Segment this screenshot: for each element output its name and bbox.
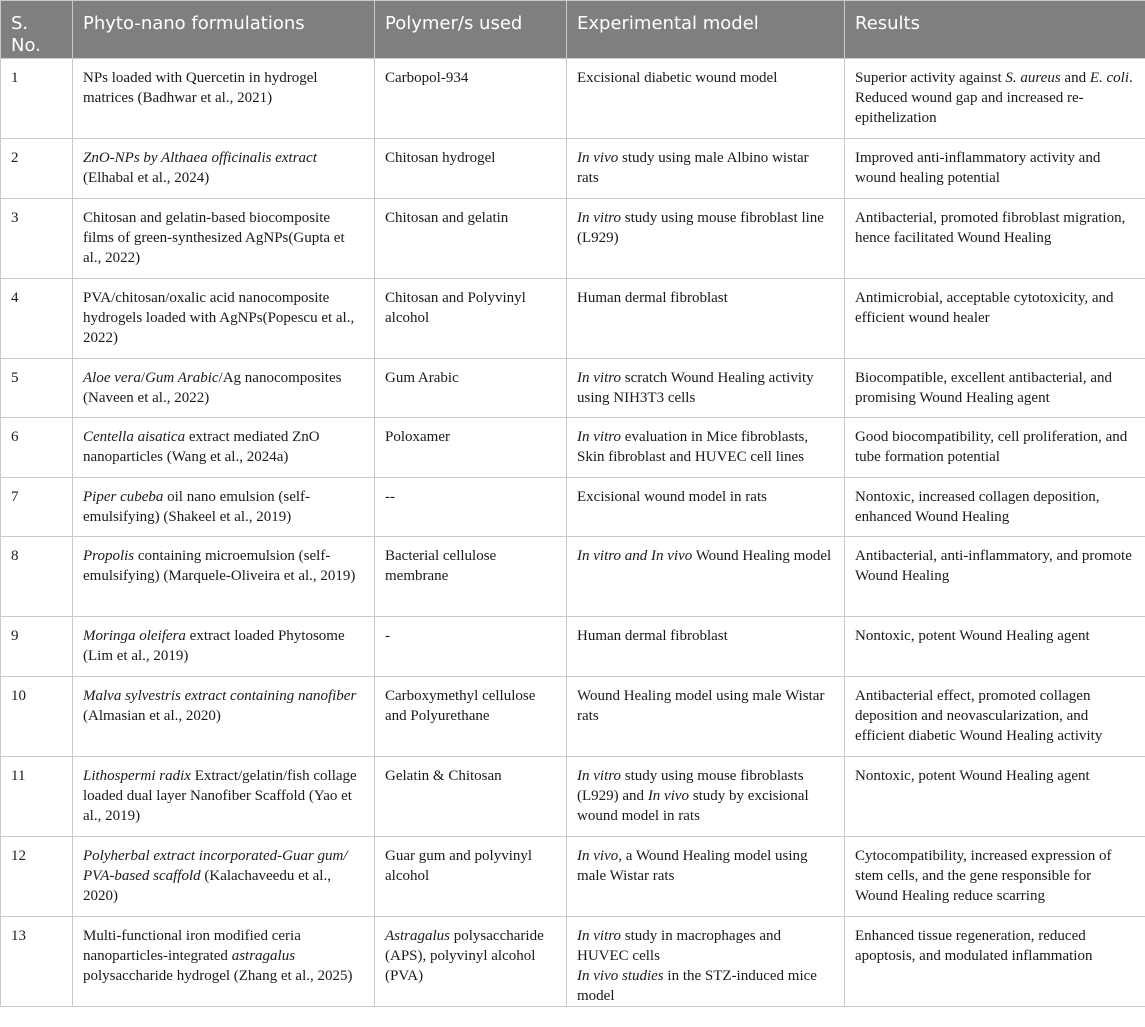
text-segment: In vitro <box>577 209 622 226</box>
text-segment: Chitosan and gelatin-based biocomposite films of green-synthesized AgNPs(Gupta et al., 2022) <box>83 209 345 266</box>
cell-experimental-model <box>567 198 845 278</box>
text-segment: extract loaded Phytosome (Lim et al., 2019) <box>83 628 345 664</box>
cell-formulation <box>73 756 375 836</box>
text-segment: Wound Healing model <box>692 548 832 564</box>
cell-sno: 5 <box>1 358 73 418</box>
cell-experimental-model <box>567 537 845 617</box>
text-segment: study using mouse fibroblast line (L929) <box>577 209 824 246</box>
text-segment: Gum Arabic <box>385 369 459 386</box>
text-segment: - <box>385 628 390 644</box>
text-segment: Gelatin & Chitosan <box>385 767 502 784</box>
cell-sno: 2 <box>1 139 73 199</box>
cell-polymer <box>375 916 567 1006</box>
cell-experimental-model <box>567 477 845 537</box>
text-segment: polysaccharide hydrogel (Zhang et al., 2025) <box>83 967 353 984</box>
text-segment: evaluation in Mice fibroblasts, Skin fibroblast and HUVEC cell lines <box>577 429 809 465</box>
table-row <box>1 477 1145 537</box>
text-segment: Extract/gelatin/fish collage loaded dual layer Nanofiber Scaffold (Yao et al., 2019) <box>83 767 357 824</box>
text-segment: Aloe vera <box>83 369 141 386</box>
cell-results <box>845 836 1145 916</box>
cell-results <box>845 198 1145 278</box>
cell-formulation <box>73 617 375 677</box>
text-segment: NPs loaded with Quercetin in hydrogel matrices (Badhwar et al., 2021) <box>83 70 318 106</box>
text-segment: study in macrophages and HUVEC cells <box>577 927 781 964</box>
text-segment: Superior activity against <box>855 70 1006 86</box>
text-segment: / <box>140 369 146 386</box>
cell-polymer <box>375 537 567 617</box>
cell-polymer <box>375 836 567 916</box>
cell-experimental-model <box>567 418 845 478</box>
text-segment: astragalus <box>231 947 296 964</box>
text-segment: In vitro <box>577 767 622 784</box>
text-segment: Nontoxic, potent Wound Healing agent <box>855 767 1090 784</box>
cell-results <box>845 477 1145 537</box>
text-segment: Lithospermi radix <box>83 767 191 784</box>
text-segment: Antibacterial, anti-inflammatory, and promote Wound Healing <box>855 548 1132 584</box>
text-segment: containing microemulsion (self-emulsifying) (Marquele-Oliveira et al., 2019) <box>83 548 356 584</box>
table-row <box>1 139 1145 199</box>
cell-formulation <box>73 418 375 478</box>
cell-sno: 1 <box>1 59 73 139</box>
text-segment: Antibacterial, promoted fibroblast migration, hence facilitated Wound Healing <box>855 209 1126 246</box>
text-segment: In vivo <box>647 787 690 804</box>
cell-polymer <box>375 756 567 836</box>
cell-experimental-model <box>567 676 845 756</box>
text-segment: study using mouse fibroblasts (L929) and <box>577 767 804 804</box>
table-row <box>1 418 1145 478</box>
cell-results <box>845 59 1145 139</box>
text-segment: Good biocompatibility, cell proliferation, and tube formation potential <box>855 429 1128 465</box>
cell-experimental-model <box>567 59 845 139</box>
header-experimental-model: Experimental model <box>567 1 845 59</box>
cell-formulation <box>73 278 375 358</box>
table-row <box>1 198 1145 278</box>
header-formulations: Phyto-nano formulations <box>73 1 375 59</box>
text-segment: . Reduced wound gap and increased re-epithelization <box>855 70 1133 126</box>
text-segment: Biocompatible, excellent antibacterial, and promising Wound Healing agent <box>855 369 1112 406</box>
text-segment: PVA/chitosan/oxalic acid nanocomposite hydrogels loaded with AgNPs(Popescu et al., 2022) <box>83 289 355 346</box>
cell-results <box>845 418 1145 478</box>
text-segment: Nontoxic, increased collagen deposition, enhanced Wound Healing <box>855 488 1100 525</box>
cell-sno: 7 <box>1 477 73 537</box>
cell-experimental-model <box>567 916 845 1006</box>
cell-sno: 6 <box>1 418 73 478</box>
cell-polymer <box>375 617 567 677</box>
text-segment: study using male Albino wistar rats <box>577 150 809 186</box>
text-segment: Bacterial cellulose membrane <box>385 548 497 584</box>
text-segment: Cytocompatibility, increased expression of stem cells, and the gene responsible for Wound Healing reduce scarring <box>855 847 1112 904</box>
text-segment: ZnO-NPs by Althaea officinalis extract <box>83 150 317 166</box>
cell-experimental-model <box>567 278 845 358</box>
text-segment: Improved anti-inflammatory activity and wound healing potential <box>855 150 1101 186</box>
text-segment: In vitro <box>577 369 622 386</box>
text-segment: and <box>1060 70 1090 86</box>
text-segment: In vivo studies <box>577 967 664 984</box>
text-segment: in the STZ-induced mice model <box>577 967 817 1004</box>
text-segment: Multi-functional iron modified ceria nanoparticles-integrated <box>83 927 301 964</box>
cell-experimental-model <box>567 836 845 916</box>
cell-sno: 9 <box>1 617 73 677</box>
cell-polymer <box>375 418 567 478</box>
cell-formulation <box>73 836 375 916</box>
text-segment: In vivo <box>577 150 619 166</box>
text-segment: Poloxamer <box>385 429 450 445</box>
text-segment: Chitosan and gelatin <box>385 209 509 226</box>
text-segment: , a Wound Healing model using male Wistar rats <box>577 847 808 884</box>
text-segment: Antimicrobial, acceptable cytotoxicity, and efficient wound healer <box>855 289 1114 326</box>
text-segment: (Elhabal et al., 2024) <box>83 170 210 186</box>
text-segment: Enhanced tissue regeneration, reduced apoptosis, and modulated inflammation <box>855 927 1093 964</box>
text-segment: polysaccharide (APS), polyvinyl alcohol (PVA) <box>385 927 544 984</box>
header-polymers: Polymer/s used <box>375 1 567 59</box>
cell-polymer <box>375 477 567 537</box>
table-row <box>1 617 1145 677</box>
cell-sno: 11 <box>1 756 73 836</box>
cell-results <box>845 278 1145 358</box>
text-segment: Centella aisatica <box>83 429 186 445</box>
cell-results <box>845 358 1145 418</box>
text-segment: Piper cubeba <box>83 488 164 505</box>
cell-experimental-model <box>567 358 845 418</box>
text-segment: E. coli <box>1089 70 1129 86</box>
cell-results <box>845 139 1145 199</box>
cell-sno: 8 <box>1 537 73 617</box>
cell-results <box>845 537 1145 617</box>
cell-results <box>845 676 1145 756</box>
text-segment: Human dermal fibroblast <box>577 628 728 644</box>
cell-formulation <box>73 916 375 1006</box>
text-segment: Chitosan hydrogel <box>385 150 496 166</box>
cell-sno: 10 <box>1 676 73 756</box>
text-segment: Gum Arabic <box>145 369 219 386</box>
cell-experimental-model <box>567 617 845 677</box>
cell-sno: 3 <box>1 198 73 278</box>
table-header <box>1 1 1145 59</box>
text-segment: Wound Healing model using male Wistar rats <box>577 687 825 724</box>
table-row <box>1 358 1145 418</box>
cell-sno: 13 <box>1 916 73 1006</box>
cell-results <box>845 756 1145 836</box>
cell-polymer <box>375 278 567 358</box>
text-segment: Human dermal fibroblast <box>577 289 728 306</box>
text-segment: Chitosan and Polyvinyl alcohol <box>385 289 526 326</box>
text-segment: scratch Wound Healing activity using NIH3T3 cells <box>577 369 814 406</box>
text-segment: In vitro <box>577 927 622 944</box>
text-segment: Excisional wound model in rats <box>577 488 767 505</box>
cell-sno: 4 <box>1 278 73 358</box>
cell-polymer <box>375 59 567 139</box>
text-segment: (Kalachaveedu et al., 2020) <box>83 867 331 904</box>
text-segment: Carboxymethyl cellulose and Polyurethane <box>385 687 536 724</box>
cell-formulation <box>73 477 375 537</box>
table-row <box>1 537 1145 617</box>
text-segment: Polyherbal extract incorporated-Guar gum/ PVA-based scaffold <box>83 847 348 884</box>
text-segment: study by excisional wound model in rats <box>577 787 809 824</box>
table-body <box>1 59 1145 1007</box>
cell-formulation <box>73 198 375 278</box>
cell-polymer <box>375 676 567 756</box>
cell-formulation <box>73 537 375 617</box>
cell-formulation <box>73 676 375 756</box>
text-segment: Propolis <box>83 548 135 564</box>
text-segment: extract mediated ZnO nanoparticles (Wang et al., 2024a) <box>83 429 320 465</box>
text-segment: Antibacterial effect, promoted collagen deposition and neovascularization, and efficient diabetic Wound Healing activity <box>855 687 1103 744</box>
text-segment: Moringa oleifera <box>83 628 186 644</box>
cell-formulation <box>73 358 375 418</box>
text-segment: In vivo <box>577 847 619 864</box>
text-segment: /Ag nanocomposites (Naveen et al., 2022) <box>83 369 342 406</box>
text-segment: Nontoxic, potent Wound Healing agent <box>855 628 1090 644</box>
cell-polymer <box>375 358 567 418</box>
table-row <box>1 59 1145 139</box>
cell-experimental-model <box>567 756 845 836</box>
cell-polymer <box>375 139 567 199</box>
cell-formulation <box>73 59 375 139</box>
text-segment: S. aureus <box>1005 70 1061 86</box>
text-segment: Guar gum and polyvinyl alcohol <box>385 847 533 884</box>
header-row <box>1 1 1145 59</box>
header-results: Results <box>845 1 1145 59</box>
table-row <box>1 676 1145 756</box>
table-row <box>1 836 1145 916</box>
text-segment: (Almasian et al., 2020) <box>83 707 221 724</box>
cell-results <box>845 617 1145 677</box>
cell-polymer <box>375 198 567 278</box>
table-row <box>1 916 1145 1006</box>
text-segment: -- <box>385 488 395 505</box>
table-row <box>1 756 1145 836</box>
header-sno: S. No. <box>1 1 73 59</box>
text-segment: Astragalus <box>385 927 451 944</box>
table-row <box>1 278 1145 358</box>
text-segment: Excisional diabetic wound model <box>577 70 778 86</box>
cell-experimental-model <box>567 139 845 199</box>
cell-results <box>845 916 1145 1006</box>
cell-formulation <box>73 139 375 199</box>
text-segment: Carbopol-934 <box>385 70 469 86</box>
text-segment: In vitro and In vivo <box>577 548 693 564</box>
cell-sno: 12 <box>1 836 73 916</box>
text-segment: Malva sylvestris extract containing nanofiber <box>83 687 357 704</box>
text-segment: In vitro <box>577 429 622 445</box>
text-segment: oil nano emulsion (self-emulsifying) (Shakeel et al., 2019) <box>83 488 311 525</box>
